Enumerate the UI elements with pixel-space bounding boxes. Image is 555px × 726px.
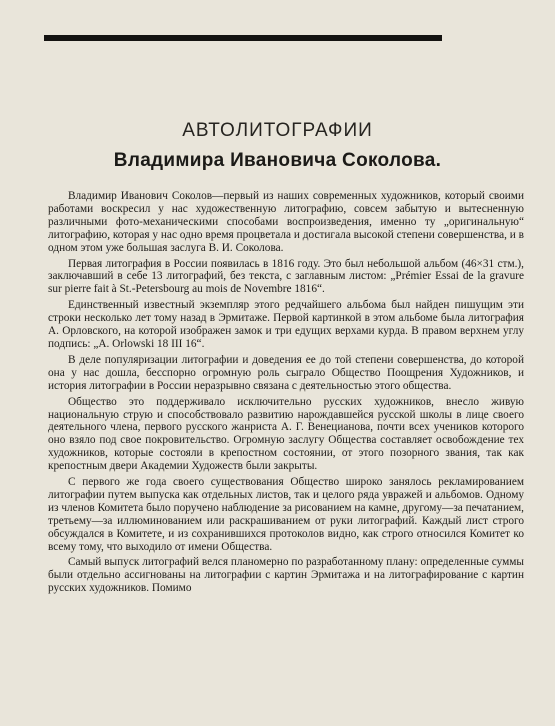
paragraph-7: Самый выпуск литографий велся планомерно по разработанному плану: определенные суммы были отдельно ассигнованы на литографии с картин Эрмитажа и на литографирование с картин русских художников. Помимо	[48, 556, 524, 595]
paragraph-1: Владимир Иванович Соколов—первый из наших современных художников, который своими работами воскресил у нас художественную литографию, совсем забытую и вытесненную различными фото-механическими способами воспроизведения, именно ту „оригинальную“ литографию, которая у нас одно время процветала и достигала высокой степени совершенства, и в одном этом уже большая заслуга В. И. Соколова.	[48, 190, 524, 254]
paragraph-4: В деле популяризации литографии и доведения ее до той степени совершенства, до которой она у нас дошла, бесспорно огромную роль сыграло Общество Поощрения Художников, и история литографии в России неразрывно связана с деятельностью этого общества.	[48, 353, 524, 392]
paragraph-5: Общество это поддерживало исключительно русских художников, внесло живую национальную струю и способствовало развитию нарождавшейся русской школы в лице своего деятельного члена, первого русского жанриста А. Г. Венецианова, почти всех учеников которого оно взяло под свое покровительство. Огромную заслугу Общества составляет освобождение тех художников, которые состояли в крепостном состоянии, от этого позорного звания, так как крепостным двери Академии Художеств были закрыты.	[48, 395, 524, 473]
page-title: АВТОЛИТОГРАФИИ	[182, 120, 373, 141]
page-subtitle: Владимира Ивановича Соколова.	[113, 150, 442, 171]
body-text	[48, 190, 524, 598]
paragraph-2: Первая литография в России появилась в 1816 году. Это был небольшой альбом (46×31 стм.), заключавший в себе 13 литографий, без текста, с заглавным листом: „Prémier Essai de la gravure sur pierre fait à St.-Petersbourg au mois de Novembre 1816“.	[48, 257, 524, 296]
paragraph-3: Единственный известный экземпляр этого редчайшего альбома был найден пишущим эти строки несколько лет тому назад в Эрмитаже. Первой картинкой в этом альбоме была литография А. Орловского, на которой изображен замок и три едущих верхами курда. В правом верхнем углу подпись: „A. Orlowski 18 III 16“.	[48, 299, 524, 350]
top-rule	[44, 35, 442, 41]
paragraph-6: С первого же года своего существования Общество широко занялось рекламированием литографии путем выпуска как отдельных листов, так и целого ряда увражей и альбомов. Одному из членов Комитета было поручено наблюдение за рисованием на камне, другому—за печатанием, третьему—за иллюминованием или раскрашиванием от руки литографий. Каждый лист строго обсуждался в Комитете, и из сохранившихся протоколов видно, как строго относился Комитет ко всему тому, что выходило от имени Общества.	[48, 476, 524, 553]
